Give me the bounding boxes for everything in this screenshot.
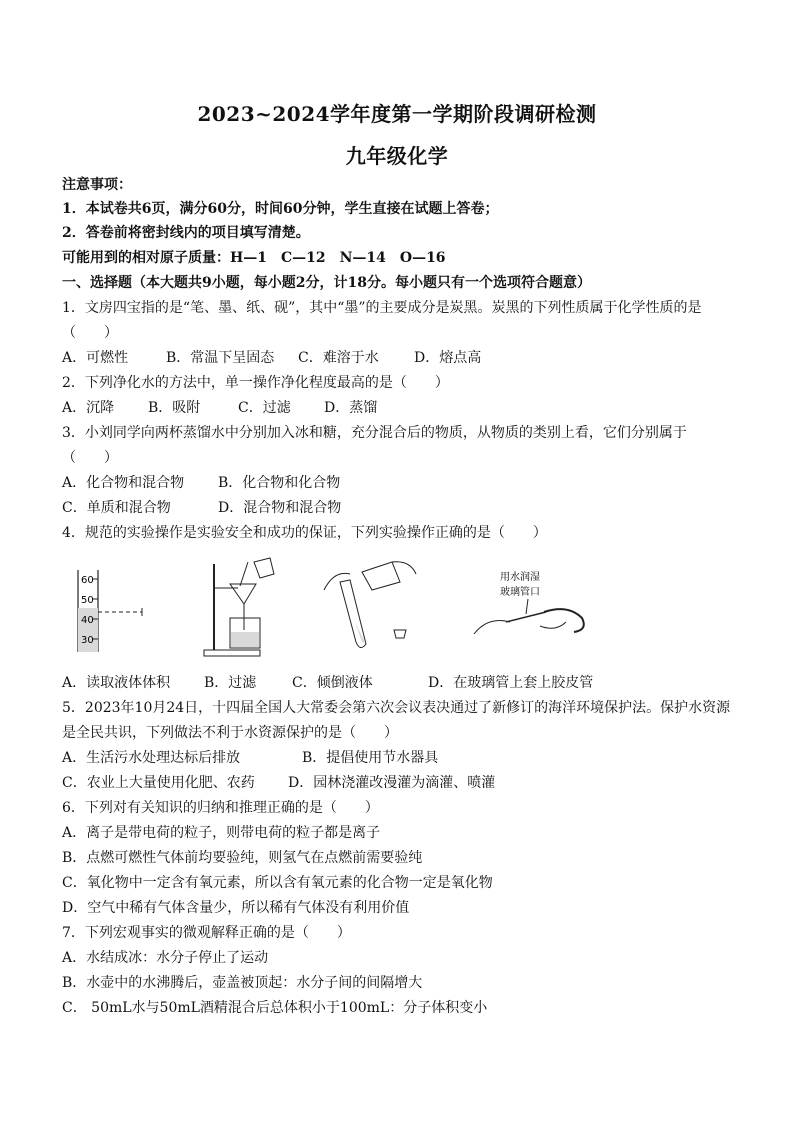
question-3-options-row2 — [62, 499, 742, 517]
figure-d-glass-tube — [470, 568, 600, 648]
option-c: C．单质和混合物 — [62, 500, 171, 516]
option-a: A．离子是带电荷的粒子，则带电荷的粒子都是离子 — [62, 825, 381, 841]
option-c: C． 50mL水与50mL酒精混合后总体积小于100mL：分子体积变小 — [62, 1000, 488, 1016]
exam-subtitle: 九年级化学 — [345, 144, 449, 168]
figure-label: 用水润湿 — [500, 572, 540, 583]
figure-a-graduated-cylinder — [70, 560, 150, 660]
hand-left — [324, 573, 350, 590]
option-a: A．可燃性 — [62, 350, 129, 366]
question-2-options — [62, 399, 742, 417]
note-item: 2．答卷前将密封线内的项目填写清楚。 — [62, 225, 310, 241]
option-d: D．在玻璃管上套上胶皮管 — [428, 675, 594, 691]
option-b: B．点燃可燃性气体前均要验纯，则氢气在点燃前需要验纯 — [62, 850, 423, 866]
question-1-options — [62, 349, 742, 367]
question-2-stem: 2．下列净化水的方法中，单一操作净化程度最高的是（ ） — [62, 375, 449, 391]
stand-base — [204, 650, 260, 656]
test-tube-liquid — [355, 622, 364, 644]
option-a: A．化合物和混合物 — [62, 475, 185, 491]
figure-c-pouring-liquid — [320, 560, 420, 660]
question-5-stem-line1: 5．2023年10月24日，十四届全国人大常委会第六次会议表决通过了新修订的海洋环境保护法。保护水资源 — [62, 700, 731, 716]
cylinder-tick-label: 30 — [81, 635, 94, 646]
question-4-stem: 4．规范的实验操作是实验安全和成功的保证，下列实验操作正确的是（ ） — [62, 525, 547, 541]
option-a: A．水结成冰：水分子停止了运动 — [62, 950, 269, 966]
question-1-paren: （ ） — [62, 325, 118, 341]
reagent-bottle — [362, 562, 400, 590]
hand-right — [540, 622, 566, 628]
option-d: D．空气中稀有气体含量少，所以稀有气体没有利用价值 — [62, 900, 410, 916]
pouring-beaker — [254, 558, 274, 578]
section-heading: 一、选择题（本大题共9小题，每小题2分，计18分。每小题只有一个选项符合题意） — [62, 275, 591, 291]
question-7-stem: 7．下列宏观事实的微观解释正确的是（ ） — [62, 925, 351, 941]
option-b: B．过滤 — [204, 675, 257, 691]
question-4-options — [62, 674, 742, 692]
option-d: D．蒸馏 — [324, 400, 378, 416]
option-b: B．提倡使用节水器具 — [302, 750, 439, 766]
question-6-stem: 6．下列对有关知识的归纳和推理正确的是（ ） — [62, 800, 379, 816]
exam-title: 2023~2024学年度第一学期阶段调研检测 — [197, 102, 597, 126]
option-b: B．常温下呈固态 — [166, 350, 275, 366]
atomic-mass-line: 可能用到的相对原子质量：H—1 C—12 N—14 O—16 — [62, 250, 446, 266]
notes-heading: 注意事项： — [62, 177, 132, 193]
question-3-paren: （ ） — [62, 450, 118, 466]
option-d: D．混合物和混合物 — [218, 500, 342, 516]
option-c: C．难溶于水 — [298, 350, 379, 366]
label-pointer — [526, 599, 528, 614]
figure-b-filtration — [200, 556, 290, 666]
question-5-options-row2 — [62, 774, 742, 792]
question-3-stem: 3．小刘同学向两杯蒸馏水中分别加入冰和糖，充分混合后的物质，从物质的类别上看，它们分别属于 — [62, 425, 687, 441]
question-5-options-row1 — [62, 749, 742, 767]
option-a: A．沉降 — [62, 400, 115, 416]
glass-rod — [240, 562, 248, 586]
option-c: C．农业上大量使用化肥、农药 — [62, 775, 255, 791]
figure-label: 玻璃管口 — [500, 587, 540, 598]
cylinder-tick-label: 50 — [81, 595, 94, 606]
option-b: B．水壶中的水沸腾后，壶盖被顶起：水分子间的间隔增大 — [62, 975, 423, 991]
option-b: B．吸附 — [148, 400, 201, 416]
option-c: C．倾倒液体 — [292, 675, 373, 691]
beaker-liquid — [231, 632, 259, 647]
question-1-stem: 1．文房四宝指的是“笔、墨、纸、砚”，其中“墨”的主要成分是炭黑。炭黑的下列性质属于化学性质的是 — [62, 300, 702, 316]
question-3-options-row1 — [62, 474, 742, 492]
question-5-stem-line2: 是全民共识，下列做法不利于水资源保护的是（ ） — [62, 725, 398, 741]
option-c: C．氧化物中一定含有氧元素，所以含有氧元素的化合物一定是氧化物 — [62, 875, 493, 891]
cylinder-tick-label: 40 — [81, 615, 94, 626]
option-c: C．过滤 — [238, 400, 291, 416]
option-d: D．熔点高 — [414, 350, 482, 366]
option-a: A．生活污水处理达标后排放 — [62, 750, 241, 766]
funnel — [230, 584, 256, 604]
hand-left — [474, 621, 510, 635]
bottle-stopper — [394, 630, 406, 638]
cylinder-tick-label: 60 — [81, 575, 94, 586]
option-b: B．化合物和化合物 — [218, 475, 341, 491]
option-d: D．园林浇灌改漫灌为滴灌、喷灌 — [288, 775, 496, 791]
note-item: 1．本试卷共6页，满分60分，时间60分钟，学生直接在试题上答卷； — [62, 201, 499, 217]
option-a: A．读取液体体积 — [62, 675, 171, 691]
